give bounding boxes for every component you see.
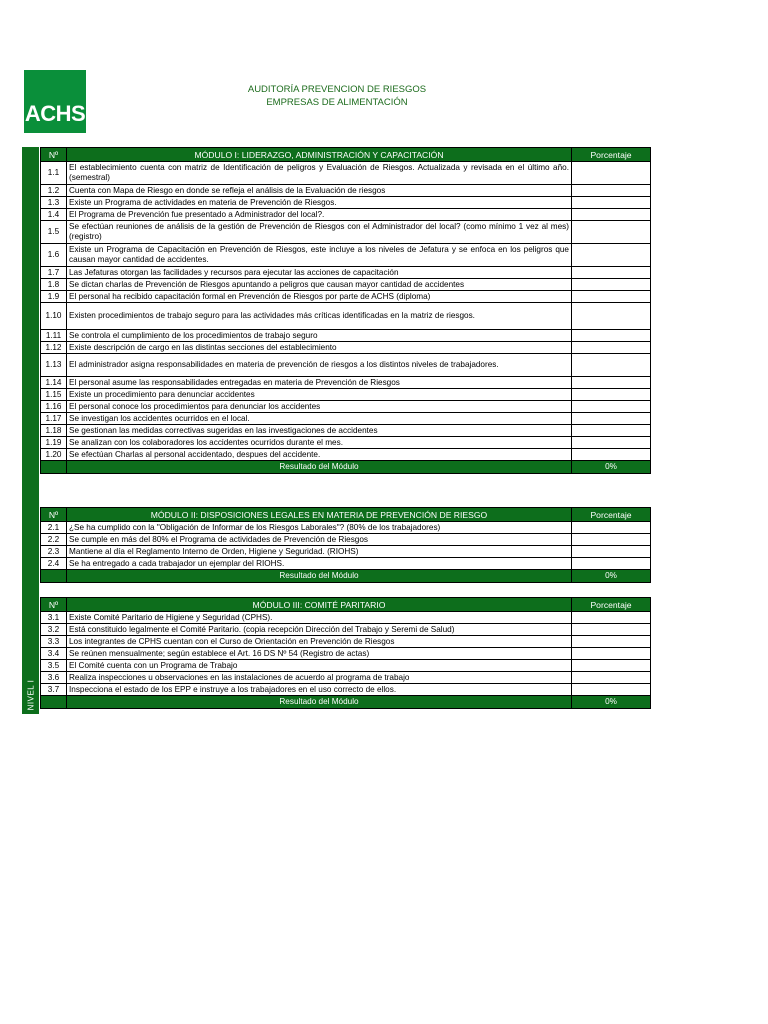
item-number: 1.13 bbox=[41, 354, 67, 377]
item-description: Está constituido legalmente el Comité Paritario. (copia recepción Dirección del Trabajo y Seremi de Salud) bbox=[67, 624, 572, 636]
percentage-cell[interactable] bbox=[572, 558, 651, 570]
percentage-cell[interactable] bbox=[572, 267, 651, 279]
percentage-cell[interactable] bbox=[572, 303, 651, 330]
item-number: 2.4 bbox=[41, 558, 67, 570]
percentage-cell[interactable] bbox=[572, 185, 651, 197]
item-description: Existe un procedimiento para denunciar accidentes bbox=[67, 389, 572, 401]
item-number: 1.14 bbox=[41, 377, 67, 389]
table-row bbox=[41, 354, 651, 377]
module-result-row bbox=[41, 570, 651, 583]
percentage-cell[interactable] bbox=[572, 209, 651, 221]
table-row bbox=[41, 624, 651, 636]
document-subtitle: EMPRESAS DE ALIMENTACIÓN bbox=[266, 97, 408, 108]
item-number: 1.1 bbox=[41, 162, 67, 185]
item-number: 3.3 bbox=[41, 636, 67, 648]
percentage-cell[interactable] bbox=[572, 534, 651, 546]
percentage-cell[interactable] bbox=[572, 425, 651, 437]
item-description: Inspecciona el estado de los EPP e instruye a los trabajadores en el uso correcto de ellos. bbox=[67, 684, 572, 696]
item-number: 1.10 bbox=[41, 303, 67, 330]
result-percentage: 0% bbox=[572, 570, 651, 583]
table-row bbox=[41, 267, 651, 279]
result-label: Resultado del Módulo bbox=[67, 570, 572, 583]
percentage-cell[interactable] bbox=[572, 244, 651, 267]
table-row bbox=[41, 449, 651, 461]
table-row bbox=[41, 209, 651, 221]
module-header-row bbox=[41, 148, 651, 162]
item-description: El Programa de Prevención fue presentado a Administrador del local?. bbox=[67, 209, 572, 221]
table-row bbox=[41, 612, 651, 624]
table-row bbox=[41, 330, 651, 342]
percentage-cell[interactable] bbox=[572, 612, 651, 624]
item-description: El Comité cuenta con un Programa de Trabajo bbox=[67, 660, 572, 672]
percentage-cell[interactable] bbox=[572, 354, 651, 377]
item-description: Se ha entregado a cada trabajador un ejemplar del RIOHS. bbox=[67, 558, 572, 570]
module-result-row bbox=[41, 696, 651, 709]
item-description: El establecimiento cuenta con matriz de Identificación de peligros y Evaluación de Riesgos. Actualizada y revisada en el último año. (semestral) bbox=[67, 162, 572, 185]
item-number: 1.3 bbox=[41, 197, 67, 209]
module-2-table bbox=[40, 507, 651, 583]
table-row bbox=[41, 672, 651, 684]
item-description: Existe descripción de cargo en las distintas secciones del establecimiento bbox=[67, 342, 572, 354]
table-row bbox=[41, 648, 651, 660]
percentage-cell[interactable] bbox=[572, 522, 651, 534]
percentage-cell[interactable] bbox=[572, 197, 651, 209]
table-row bbox=[41, 660, 651, 672]
nivel-label: NIVEL I bbox=[26, 679, 35, 711]
item-description: Los integrantes de CPHS cuentan con el Curso de Orientación en Prevención de Riesgos bbox=[67, 636, 572, 648]
item-number: 1.4 bbox=[41, 209, 67, 221]
item-number: 1.19 bbox=[41, 437, 67, 449]
item-description: Se controla el cumplimiento de los procedimientos de trabajo seguro bbox=[67, 330, 572, 342]
percentage-cell[interactable] bbox=[572, 624, 651, 636]
num-column-header: Nº bbox=[41, 508, 67, 522]
module-1-table bbox=[40, 147, 651, 474]
result-spacer bbox=[41, 570, 67, 583]
logo-text: ACHS bbox=[24, 101, 86, 126]
table-row bbox=[41, 377, 651, 389]
result-percentage: 0% bbox=[572, 696, 651, 709]
table-row bbox=[41, 244, 651, 267]
item-description: Existen procedimientos de trabajo seguro para las actividades más críticas identificadas en la matriz de riesgos. bbox=[67, 303, 572, 330]
item-description: El personal asume las responsabilidades entregadas en materia de Prevención de Riesgos bbox=[67, 377, 572, 389]
item-description: Realiza inspecciones u observaciones en las instalaciones de acuerdo al programa de trabajo bbox=[67, 672, 572, 684]
item-description: Se analizan con los colaboradores los accidentes ocurridos durante el mes. bbox=[67, 437, 572, 449]
item-number: 3.6 bbox=[41, 672, 67, 684]
item-description: Se gestionan las medidas correctivas sugeridas en las investigaciones de accidentes bbox=[67, 425, 572, 437]
module-result-row bbox=[41, 461, 651, 474]
percentage-cell[interactable] bbox=[572, 330, 651, 342]
item-number: 1.17 bbox=[41, 413, 67, 425]
item-number: 1.2 bbox=[41, 185, 67, 197]
item-number: 3.4 bbox=[41, 648, 67, 660]
percentage-column-header: Porcentaje bbox=[572, 148, 651, 162]
percentage-cell[interactable] bbox=[572, 377, 651, 389]
module-header-row bbox=[41, 508, 651, 522]
item-number: 1.11 bbox=[41, 330, 67, 342]
percentage-column-header: Porcentaje bbox=[572, 598, 651, 612]
item-description: El administrador asigna responsabilidades en materia de prevención de riesgos a los distintos niveles de trabajadores. bbox=[67, 354, 572, 377]
item-number: 1.12 bbox=[41, 342, 67, 354]
percentage-cell[interactable] bbox=[572, 546, 651, 558]
percentage-cell[interactable] bbox=[572, 636, 651, 648]
percentage-cell[interactable] bbox=[572, 413, 651, 425]
percentage-cell[interactable] bbox=[572, 437, 651, 449]
item-number: 3.7 bbox=[41, 684, 67, 696]
item-number: 2.1 bbox=[41, 522, 67, 534]
result-percentage: 0% bbox=[572, 461, 651, 474]
item-number: 3.1 bbox=[41, 612, 67, 624]
table-row bbox=[41, 342, 651, 354]
table-row bbox=[41, 413, 651, 425]
table-row bbox=[41, 389, 651, 401]
item-description: Se reúnen mensualmente; según establece el Art. 16 DS Nº 54 (Registro de actas) bbox=[67, 648, 572, 660]
item-number: 2.2 bbox=[41, 534, 67, 546]
percentage-cell[interactable] bbox=[572, 401, 651, 413]
percentage-cell[interactable] bbox=[572, 660, 651, 672]
item-description: Cuenta con Mapa de Riesgo en donde se refleja el análisis de la Evaluación de riesgos bbox=[67, 185, 572, 197]
table-row bbox=[41, 401, 651, 413]
table-row bbox=[41, 162, 651, 185]
item-description: Se efectúan Charlas al personal accidentado, despues del accidente. bbox=[67, 449, 572, 461]
item-number: 1.15 bbox=[41, 389, 67, 401]
item-description: Mantiene al día el Reglamento Interno de Orden, Higiene y Seguridad. (RIOHS) bbox=[67, 546, 572, 558]
percentage-cell[interactable] bbox=[572, 221, 651, 244]
percentage-cell[interactable] bbox=[572, 449, 651, 461]
module-title: MÓDULO I: LIDERAZGO, ADMINISTRACIÓN Y CAPACITACIÓN bbox=[67, 148, 572, 162]
table-row bbox=[41, 425, 651, 437]
result-label: Resultado del Módulo bbox=[67, 696, 572, 709]
percentage-column-header: Porcentaje bbox=[572, 508, 651, 522]
table-row bbox=[41, 684, 651, 696]
percentage-cell[interactable] bbox=[572, 684, 651, 696]
item-number: 1.20 bbox=[41, 449, 67, 461]
percentage-cell[interactable] bbox=[572, 672, 651, 684]
table-row bbox=[41, 546, 651, 558]
item-description: Existe Comité Paritario de Higiene y Seguridad (CPHS). bbox=[67, 612, 572, 624]
nivel-side-bar bbox=[22, 147, 39, 714]
item-description: ¿Se ha cumplido con la "Obligación de Informar de los Riesgos Laborales"? (80% de los trabajadores) bbox=[67, 522, 572, 534]
num-column-header: Nº bbox=[41, 148, 67, 162]
item-number: 1.16 bbox=[41, 401, 67, 413]
table-row bbox=[41, 197, 651, 209]
item-number: 3.5 bbox=[41, 660, 67, 672]
percentage-cell[interactable] bbox=[572, 389, 651, 401]
item-number: 1.9 bbox=[41, 291, 67, 303]
item-description: Se investigan los accidentes ocurridos en el local. bbox=[67, 413, 572, 425]
item-number: 3.2 bbox=[41, 624, 67, 636]
table-row bbox=[41, 279, 651, 291]
result-spacer bbox=[41, 461, 67, 474]
table-row bbox=[41, 636, 651, 648]
item-number: 1.7 bbox=[41, 267, 67, 279]
item-number: 1.6 bbox=[41, 244, 67, 267]
table-row bbox=[41, 185, 651, 197]
module-title: MÓDULO III: COMITÉ PARITARIO bbox=[67, 598, 572, 612]
module-header-row bbox=[41, 598, 651, 612]
percentage-cell[interactable] bbox=[572, 162, 651, 185]
item-number: 1.8 bbox=[41, 279, 67, 291]
percentage-cell[interactable] bbox=[572, 648, 651, 660]
item-description: Se dictan charlas de Prevención de Riesgos apuntando a peligros que causan mayor cantidad de accidentes bbox=[67, 279, 572, 291]
result-label: Resultado del Módulo bbox=[67, 461, 572, 474]
result-spacer bbox=[41, 696, 67, 709]
table-row bbox=[41, 534, 651, 546]
table-row bbox=[41, 303, 651, 330]
item-description: El personal conoce los procedimientos para denunciar los accidentes bbox=[67, 401, 572, 413]
achs-logo bbox=[24, 70, 86, 133]
item-description: Existe un Programa de actividades en materia de Prevención de Riesgos. bbox=[67, 197, 572, 209]
item-description: Las Jefaturas otorgan las facilidades y recursos para ejecutar las acciones de capacitación bbox=[67, 267, 572, 279]
num-column-header: Nº bbox=[41, 598, 67, 612]
percentage-cell[interactable] bbox=[572, 279, 651, 291]
item-description: Se efectúan reuniones de análisis de la gestión de Prevención de Riesgos con el Administrador del local? (como mínimo 1 vez al mes) (registro) bbox=[67, 221, 572, 244]
percentage-cell[interactable] bbox=[572, 291, 651, 303]
table-row bbox=[41, 221, 651, 244]
document-title: AUDITORÍA PREVENCION DE RIESGOS bbox=[247, 84, 427, 95]
item-description: El personal ha recibido capacitación formal en Prevención de Riesgos por parte de ACHS (diploma) bbox=[67, 291, 572, 303]
item-number: 1.18 bbox=[41, 425, 67, 437]
item-description: Se cumple en más del 80% el Programa de actividades de Prevención de Riesgos bbox=[67, 534, 572, 546]
module-title: MÓDULO II: DISPOSICIONES LEGALES EN MATERIA DE PREVENCIÓN DE RIESGO bbox=[67, 508, 572, 522]
item-number: 1.5 bbox=[41, 221, 67, 244]
table-row bbox=[41, 437, 651, 449]
item-number: 2.3 bbox=[41, 546, 67, 558]
item-description: Existe un Programa de Capacitación en Prevención de Riesgos, este incluye a los niveles de Jefatura y se enfoca en los peligros que causan mayor cantidad de accidentes. bbox=[67, 244, 572, 267]
table-row bbox=[41, 558, 651, 570]
percentage-cell[interactable] bbox=[572, 342, 651, 354]
module-3-table bbox=[40, 597, 651, 709]
table-row bbox=[41, 522, 651, 534]
table-row bbox=[41, 291, 651, 303]
